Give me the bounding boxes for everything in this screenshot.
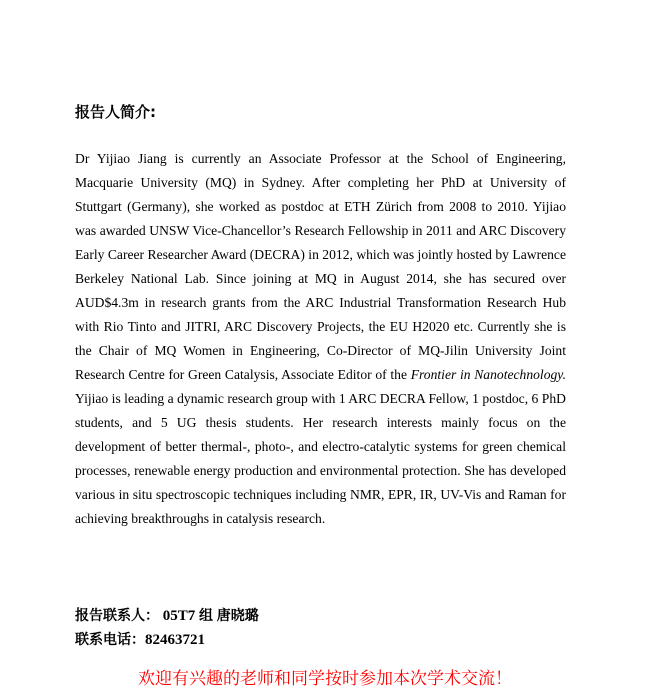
contact-group: 05T7 [162, 608, 196, 624]
contact-phone-line [75, 629, 205, 649]
bio-text-part-1: Dr Yijiao Jiang is currently an Associate Professor at the School of Engineering, Macquarie University (MQ) in Sydney. After completing her PhD at University of Stuttgart (Germany), she worked as postdoc at ETH Zürich from 2008 to 2010. Yijiao was awarded UNSW Vice-Chancellor’s Research Fellowship in 2011 and ARC Discovery Early Career Researcher Award (DECRA) in 2012, which was jointly hosted by Lawrence Berkeley National Lab. Since joining at MQ in August 2014, she has secured over AUD$4.3m in research grants from the ARC Industrial Transformation Research Hub with Rio Tinto and JITRI, ARC Discovery Projects, the EU H2020 etc. Currently she is the Chair of MQ Women in Engineering, Co-Director of MQ-Jilin University Joint Research Centre for Green Catalysis, Associate Editor of the [75, 151, 566, 382]
bio-text-part-2: Yijiao is leading a dynamic research group with 1 ARC DECRA Fellow, 1 postdoc, 6 PhD students, and 5 UG thesis students. Her research interests mainly focus on the development of better thermal-, photo-, and electro-catalytic systems for green chemical processes, renewable energy production and environmental protection. She has developed various in situ spectroscopic techniques including NMR, EPR, IR, UV-Vis and Raman for achieving breakthroughs in catalysis research. [75, 391, 566, 526]
contact-phone-label: 联系电话： [75, 632, 145, 648]
invitation-banner: 欢迎有兴趣的老师和同学按时参加本次学术交流！ [138, 669, 512, 689]
contact-person-line [75, 605, 259, 625]
contact-person-name: 唐晓璐 [216, 608, 259, 624]
contact-group-suffix: 组 [199, 608, 214, 624]
journal-name: Frontier in Nanotechnology. [410, 367, 566, 382]
speaker-intro-heading: 报告人简介: [75, 103, 156, 121]
contact-person-label: 报告联系人： [75, 608, 159, 624]
speaker-bio [75, 147, 566, 531]
contact-phone-number: 82463721 [145, 632, 205, 648]
